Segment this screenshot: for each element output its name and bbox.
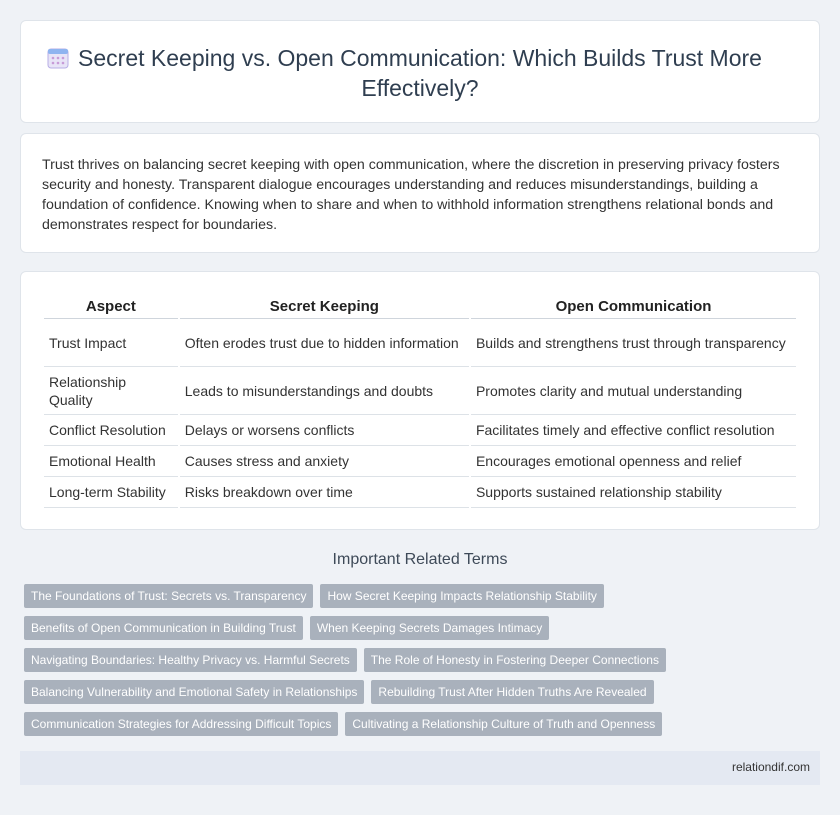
related-term-link[interactable]: The Role of Honesty in Fostering Deeper Connections bbox=[364, 648, 666, 672]
table-row bbox=[44, 446, 796, 477]
comparison-table bbox=[42, 295, 798, 508]
title-card bbox=[20, 20, 820, 123]
table-row bbox=[44, 415, 796, 446]
page-title: Secret Keeping vs. Open Communication: Which Builds Trust More Effectively? bbox=[78, 45, 762, 101]
aspect-cell: Relationship Quality bbox=[44, 367, 178, 415]
open-communication-cell: Supports sustained relationship stability bbox=[471, 477, 796, 508]
open-communication-cell: Encourages emotional openness and relief bbox=[471, 446, 796, 477]
intro-paragraph: Trust thrives on balancing secret keeping with open communication, where the discretion in preserving privacy fosters security and honesty. Transparent dialogue encourages understanding and reduces misunderstandings, building a foundation of confidence. Knowing when to share and when to withhold information strengthens relational bonds and demonstrates respect for boundaries. bbox=[42, 157, 780, 233]
tag-row bbox=[24, 616, 824, 640]
secret-keeping-cell: Leads to misunderstandings and doubts bbox=[180, 367, 469, 415]
aspect-cell: Long-term Stability bbox=[44, 477, 178, 508]
related-term-link[interactable]: How Secret Keeping Impacts Relationship Stability bbox=[320, 584, 603, 608]
aspect-cell: Trust Impact bbox=[44, 319, 178, 367]
open-communication-cell: Builds and strengthens trust through transparency bbox=[471, 319, 796, 367]
tag-row bbox=[24, 648, 824, 672]
open-communication-cell: Promotes clarity and mutual understanding bbox=[471, 367, 796, 415]
aspect-cell: Emotional Health bbox=[44, 446, 178, 477]
secret-keeping-cell: Causes stress and anxiety bbox=[180, 446, 469, 477]
header-open-communication: Open Communication bbox=[471, 295, 796, 319]
comparison-card bbox=[20, 271, 820, 530]
site-name[interactable]: relationdif.com bbox=[731, 760, 810, 774]
table-row bbox=[44, 319, 796, 367]
related-term-link[interactable]: Rebuilding Trust After Hidden Truths Are Revealed bbox=[371, 680, 653, 704]
footer bbox=[20, 751, 820, 785]
related-term-link[interactable]: Navigating Boundaries: Healthy Privacy vs. Harmful Secrets bbox=[24, 648, 357, 672]
open-communication-cell: Facilitates timely and effective conflict resolution bbox=[471, 415, 796, 446]
related-terms-list bbox=[24, 584, 824, 744]
secret-keeping-cell: Delays or worsens conflicts bbox=[180, 415, 469, 446]
related-term-link[interactable]: Benefits of Open Communication in Building Trust bbox=[24, 616, 303, 640]
table-row bbox=[44, 477, 796, 508]
related-term-link[interactable]: Balancing Vulnerability and Emotional Safety in Relationships bbox=[24, 680, 364, 704]
related-terms-heading: Important Related Terms bbox=[332, 551, 508, 568]
tag-row bbox=[24, 680, 824, 704]
aspect-cell: Conflict Resolution bbox=[44, 415, 178, 446]
tag-row bbox=[24, 584, 824, 608]
secret-keeping-cell: Risks breakdown over time bbox=[180, 477, 469, 508]
secret-keeping-cell: Often erodes trust due to hidden information bbox=[180, 319, 469, 367]
related-term-link[interactable]: When Keeping Secrets Damages Intimacy bbox=[310, 616, 549, 640]
tag-row bbox=[24, 712, 824, 736]
related-term-link[interactable]: Communication Strategies for Addressing Difficult Topics bbox=[24, 712, 338, 736]
table-row bbox=[44, 367, 796, 415]
header-secret-keeping: Secret Keeping bbox=[180, 295, 469, 319]
related-term-link[interactable]: Cultivating a Relationship Culture of Truth and Openness bbox=[345, 712, 662, 736]
intro-card bbox=[20, 133, 820, 253]
related-term-link[interactable]: The Foundations of Trust: Secrets vs. Transparency bbox=[24, 584, 313, 608]
header-aspect: Aspect bbox=[44, 295, 178, 319]
